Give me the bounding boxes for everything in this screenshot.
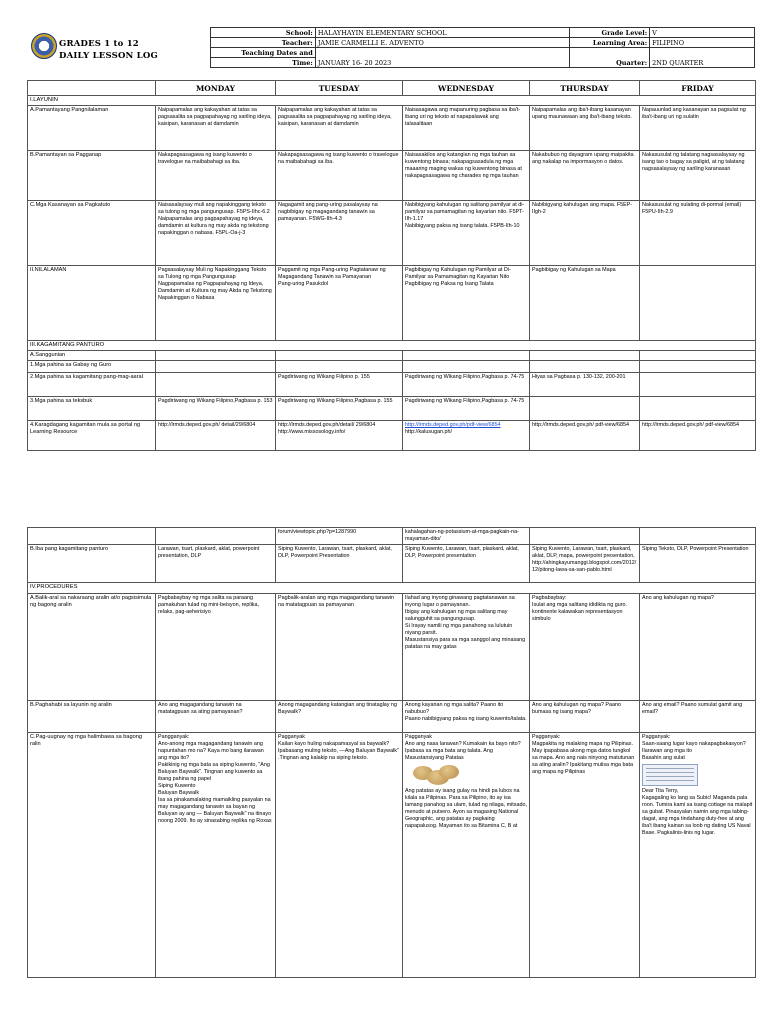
cell-text: Naisasagawa ang mapanuring pagbasa sa iba't-ibang uri ng teksto at napapalawak ang talasalitaan xyxy=(405,107,521,127)
cell-text: Dear Tita Terry, xyxy=(642,788,679,794)
cell-text: Larawan, tsart, plaskard, aklat, powerpoint presentation, DLP xyxy=(158,546,260,559)
cell-text: Ano ang magagandang tanawin na matatagpuan sa ating pamayanan? xyxy=(158,702,243,715)
lesson-log-table-page2 xyxy=(27,527,756,978)
table-cell-thursday xyxy=(530,201,640,266)
table-cell-tuesday xyxy=(276,733,403,978)
section-row xyxy=(28,96,756,106)
table-cell-tuesday xyxy=(276,201,403,266)
table-cell-friday xyxy=(640,421,756,451)
cell-text: Pagdiriwang ng Wikang Filipino,Pagbasa p. 74-75 xyxy=(405,374,525,380)
day-header-monday: MONDAY xyxy=(156,81,276,96)
table-cell-friday xyxy=(640,701,756,733)
cell-text: Pakikinig ng mga bata sa siping kuwento, "Ang Baluyan Baywalk". Tingnan ang kuwento sa ibang pahina ng papel xyxy=(158,762,270,782)
table-cell-friday xyxy=(640,106,756,151)
cell-text: Nakapagsasagawa ng isang kuwento o travelogue na maibabahagi sa iba. xyxy=(158,152,252,165)
table-cell-wednesday xyxy=(403,361,530,373)
cell-text: Nakabubuo ng dayagram upang maipakita ang nakalap na impormasyon o datos. xyxy=(532,152,634,165)
table-cell-wednesday xyxy=(403,106,530,151)
table-cell-thursday xyxy=(530,701,640,733)
learning-area-label: Learning Area: xyxy=(570,38,650,48)
cell-text: Naipapamalas ang pagpapahayag ng ideya, damdamin at kultura ng may akda ng tekstong napakinggan o nabasa. F5PL-Oa-j-3 xyxy=(158,216,269,236)
row-label: 2.Mga pahina sa kagamitang pang-mag-aaral xyxy=(28,373,156,397)
table-cell-tuesday xyxy=(276,361,403,373)
table-cell-thursday xyxy=(530,397,640,421)
learning-area-value: FILIPINO xyxy=(650,38,755,48)
cell-text: Naisasakilos ang katangian ng mga tauhan sa kuwentong binasa; nakapagsasadula ng mga maaaring maging wakas ng kuwentong binasa at nakapagsasagawa ng charades ng mga tauhan xyxy=(405,152,522,179)
table-cell-friday xyxy=(640,397,756,421)
table-cell-monday xyxy=(156,594,276,701)
table-cell-friday xyxy=(640,361,756,373)
table-cell-friday xyxy=(640,266,756,341)
table-cell-tuesday xyxy=(276,528,403,545)
resource-link[interactable]: http://www.missosology.info/ xyxy=(278,429,346,435)
table-row xyxy=(28,201,756,266)
table-cell-monday xyxy=(156,106,276,151)
table-cell-thursday xyxy=(530,151,640,201)
cell-text: Siping Kuwento, Larawan, tsart, plaskard, aklat, DLP, Powerpoint presentation xyxy=(405,546,519,559)
table-cell-monday xyxy=(156,151,276,201)
row-label: A.Pamantayang Pangnilalaman xyxy=(28,106,156,151)
info-table xyxy=(210,27,755,68)
grade-value: V xyxy=(650,28,755,38)
logo-subtitle: DAILY LESSON LOG xyxy=(59,51,158,61)
cell-text: Pagbibigay ng Paksa ng Isang Talata xyxy=(405,281,494,287)
row-label: C.Mga Kasanayan sa Pagkatuto xyxy=(28,201,156,266)
table-cell-wednesday xyxy=(403,421,530,451)
cell-text: Pagganyak xyxy=(278,734,305,740)
school-value: HALAYHAYIN ELEMENTARY SCHOOL xyxy=(315,28,569,38)
cell-text: Pangganyak: xyxy=(158,734,190,740)
table-row xyxy=(28,266,756,341)
section-heading: IV.PROCEDURES xyxy=(28,583,756,594)
cell-text: Nakapagsasagawa ng isang kuwento o travelogue na maibabahagi sa iba. xyxy=(278,152,399,165)
cell-text: Pagbibigay ng Kahulugan ng Pamilyar at Di-Pamilyar sa Pamamagitan ng Kayarian Nito xyxy=(405,267,511,280)
table-cell-tuesday xyxy=(276,351,403,361)
day-header-friday: FRIDAY xyxy=(640,81,756,96)
table-cell-thursday xyxy=(530,373,640,397)
cell-text: Isa sa pinakamalaking mamaikling pasyalan na may magagandang tanawin sa bayan ng Baluyan ay ang — Baluyan Baywalk" na itinayo noong 2009. Ito ay sinasabing replika ng Roxas xyxy=(158,797,272,824)
table-cell-wednesday xyxy=(403,733,530,978)
table-cell-monday xyxy=(156,266,276,341)
table-cell-monday xyxy=(156,545,276,583)
table-cell-friday xyxy=(640,528,756,545)
cell-text: Nakasusulat ng talatang nagsasalaysay ng isang tao o bagay sa paligid, at ng talatang nagsasalaysay ng sariling karanasan xyxy=(642,152,745,172)
table-row xyxy=(28,594,756,701)
row-label: A.Balik-aral sa nakaraang aralin at/o pagsisimula ng bagong aralin xyxy=(28,594,156,701)
table-cell-tuesday xyxy=(276,106,403,151)
cell-text: Nagagamit ang pang-uring pasalaysay na nagbibigay ng magagandang tanawin sa pamayanan. F5WG-IIh-4.3 xyxy=(278,202,378,222)
cell-text: Kailan kayo huling nakapamasyal sa baywalk? xyxy=(278,741,390,747)
email-line xyxy=(646,776,694,777)
resource-link[interactable]: http://lrmds.deped.gov.ph/pdf-view/6854 xyxy=(405,422,501,428)
header xyxy=(27,27,755,78)
quarter-label: Quarter: xyxy=(570,48,650,68)
table-cell-friday xyxy=(640,201,756,266)
potato-image xyxy=(413,764,461,786)
cell-text: Pagganyak: xyxy=(642,734,671,740)
table-cell-thursday xyxy=(530,361,640,373)
table-row xyxy=(28,373,756,397)
cell-text: Nabibigyang kahulugan ang mapa. F5EP-IIgh-2 xyxy=(532,202,633,215)
cell-text: Pagdiriwang ng Wikang Filipino,Pagbasa p. 153 xyxy=(158,398,273,404)
resource-link[interactable]: http://lrmds.deped.gov.ph/ detail/29/6804 xyxy=(158,422,256,428)
row-label: C.Pag-uugnay ng mga halimbawa sa bagong ralin xyxy=(28,733,156,978)
cell-text: Pagsasalaysay Muli ng Napakinggang Teksto sa Tulong ng mga Pangungusap xyxy=(158,267,267,280)
table-row xyxy=(28,421,756,451)
cell-text: Pang-uring Pasukdol xyxy=(278,281,329,287)
table-cell-tuesday xyxy=(276,594,403,701)
cell-text: Pagdiriwang ng Wikang Filipino p. 155 xyxy=(278,374,370,380)
cell-text: Ang patatas ay isang gulay na hindi pa lubos na kilala sa Pilipinas. Para sa Pilipino, ito ay isa lamang panahog sa ulam, tulad ng nilaga, mitsado, menudo at putsero. Ayon sa magasing National Geographic, ang patatas ay pagkaing napapalusog. Mayaman ito sa Bitamina C, B at xyxy=(405,788,527,829)
section-row xyxy=(28,341,756,351)
table-cell-friday xyxy=(640,545,756,583)
cell-text: Magpakita ng malaking mapa ng Pilipinas. May ipapabasa akong mga datos tungkol sa mapa. Ano ang nais ninyong matutunan sa ating aralin? Ipakitang mulisa mga bata ang mapa ng Pilipinas xyxy=(532,741,635,775)
resource-link[interactable]: http://lrmds.deped.gov.ph/ pdf-view/6854 xyxy=(532,422,629,428)
cell-text: Masustansiya para sa mga sanggol ang minasang patatas na may gatas xyxy=(405,637,526,650)
potato-shape xyxy=(439,765,459,779)
cell-text: Kagagaling ko lang sa Subic! Maganda pala roon. Tumira kami sa isang cottage na malapit sa gubat. Pinasyalan namin ang mga tabing-dagat, ang mga tindahang duty-free at ang iba't ibang kainan sa loob ng dating US Naval Base. Pagkalinis-linis ng lugar. xyxy=(642,795,753,836)
row-label xyxy=(28,528,156,545)
table-row xyxy=(28,397,756,421)
deped-seal-icon xyxy=(31,33,57,59)
table-cell-tuesday xyxy=(276,266,403,341)
cell-text: Ano ang kahulugan ng mapa? xyxy=(642,595,714,601)
section-row xyxy=(28,583,756,594)
cell-text: Siping Kuwento xyxy=(158,783,196,789)
cell-text: Ano ang email? Paano sumulat gamit ang email? xyxy=(642,702,743,715)
cell-text: Si Irayay namili ng mga panahong sa lulutuin niyang parsit. xyxy=(405,623,513,636)
row-label: 4.Karagdagang kagamitan mula sa portal ng Learning Resource xyxy=(28,421,156,451)
day-header-tuesday: TUESDAY xyxy=(276,81,403,96)
teacher-value: JAMIE CARMELLI E. ADVENTO xyxy=(315,38,569,48)
table-cell-thursday xyxy=(530,351,640,361)
cell-text: Paano nabibigyang paksa ng isang kuwento/talata. xyxy=(405,716,527,722)
logo-title: GRADES 1 to 12 xyxy=(59,39,139,49)
quarter-value: 2ND QUARTER xyxy=(650,48,755,68)
table-cell-friday xyxy=(640,733,756,978)
table-cell-thursday xyxy=(530,545,640,583)
resource-link[interactable]: http://lrmds.deped.gov.ph/detail/ 29/6804 xyxy=(278,422,376,428)
resource-link[interactable]: http://kalusugan.ph/ xyxy=(405,429,453,435)
email-line xyxy=(646,780,694,781)
table-cell-wednesday xyxy=(403,594,530,701)
day-header-wednesday: WEDNESDAY xyxy=(403,81,530,96)
grade-label: Grade Level: xyxy=(570,28,650,38)
table-row xyxy=(28,733,756,978)
section-heading: I.LAYUNIN xyxy=(28,96,756,106)
page-one xyxy=(27,27,755,451)
cell-text: Pagbabaybay ng mga salita sa paraang pamakuhan tulad ng mini-beisyon, replika, relaks, pag-aeherisiyo xyxy=(158,595,259,615)
table-cell-tuesday xyxy=(276,151,403,201)
row-label: A.Sanggunian xyxy=(28,351,156,361)
day-header-thursday: THURSDAY xyxy=(530,81,640,96)
cell-text: Siping Kuwento, Larawan, tsart, plaskard, aklat, DLP, Powerpoint Presentation xyxy=(278,546,392,559)
email-line xyxy=(646,772,694,773)
cell-text: Anong magagandang katangian ang tinataglay ng Baywalk? xyxy=(278,702,397,715)
table-cell-monday xyxy=(156,201,276,266)
cell-text: forum/viewtopic.php?p=1287990 xyxy=(278,529,357,535)
corner-cell xyxy=(28,81,156,96)
table-cell-friday xyxy=(640,594,756,701)
table-row xyxy=(28,361,756,373)
email-screenshot-image xyxy=(642,764,698,786)
table-row xyxy=(28,701,756,733)
table-cell-thursday xyxy=(530,528,640,545)
table-cell-friday xyxy=(640,151,756,201)
table-cell-wednesday xyxy=(403,397,530,421)
cell-text: kontinente kalawakan representasyon simbulo xyxy=(532,609,623,622)
table-cell-tuesday xyxy=(276,397,403,421)
table-cell-monday xyxy=(156,421,276,451)
table-cell-wednesday xyxy=(403,351,530,361)
table-cell-monday xyxy=(156,528,276,545)
table-cell-monday xyxy=(156,701,276,733)
cell-text: Ibigay ang kahulugan ng mga salitang may salungguhit sa pangungusap. xyxy=(405,609,508,622)
table-cell-thursday xyxy=(530,106,640,151)
email-line xyxy=(646,768,694,769)
table-cell-tuesday xyxy=(276,421,403,451)
table-cell-wednesday xyxy=(403,201,530,266)
dates-label-line1: Teaching Dates and xyxy=(211,48,316,58)
cell-text: Pagbibigay ng Kahulugan sa Mapa xyxy=(532,267,616,273)
cell-text: Pagganyak: xyxy=(532,734,561,740)
cell-text: Naipapamalas ang kakayahan at tatas sa pagsasalita sa pagpapahayag ng sariling ideya, kaisipan, karanasan at damdamin xyxy=(278,107,392,127)
cell-text: Ano ang kahulugan ng mapa? Paano bumasa ng isang mapa? xyxy=(532,702,622,715)
table-row xyxy=(28,106,756,151)
table-cell-monday xyxy=(156,351,276,361)
table-cell-friday xyxy=(640,373,756,397)
cell-text: Ano ang nasa larawan? Kumakain ka bayo nito? xyxy=(405,741,521,747)
dates-value: JANUARY 16- 20 2023 xyxy=(315,48,569,68)
row-label: B.Pamantayan sa Pagganap xyxy=(28,151,156,201)
section-heading: III.KAGAMITANG PANTURO xyxy=(28,341,756,351)
resource-link[interactable]: http://lrmds.deped.gov.ph/ pdf-view/6854 xyxy=(642,422,739,428)
day-header-row xyxy=(28,81,756,96)
row-label: II.NILALAMAN xyxy=(28,266,156,341)
cell-text: Naisasalaysay muli ang napakinggang teksto sa tulong ng mga pangungusap. F5PS-IIhc-6.2 xyxy=(158,202,270,215)
table-cell-thursday xyxy=(530,266,640,341)
dates-label-line2: Time: xyxy=(211,58,316,68)
cell-text: Saan-saang lugar kayo nakapagbakasyon? Ilarawan ang mga ito xyxy=(642,741,746,754)
table-cell-wednesday xyxy=(403,266,530,341)
table-cell-tuesday xyxy=(276,373,403,397)
table-cell-wednesday xyxy=(403,151,530,201)
table-row xyxy=(28,528,756,545)
school-label: School: xyxy=(211,28,316,38)
table-row xyxy=(28,351,756,361)
teacher-label: Teacher: xyxy=(211,38,316,48)
cell-text: Ipabasa sa mga bata ang talata. Ang Masustansiyang Patatas xyxy=(405,748,493,761)
row-label: B.Iba pang kagamitang panturo xyxy=(28,545,156,583)
cell-text: kahalagahan-ng-potassium-at-mga-pagkain-na-mayaman-dito/ xyxy=(405,529,519,542)
cell-text: Siping Teksto, DLP, Powerpoint Presentation xyxy=(642,546,749,552)
table-cell-tuesday xyxy=(276,701,403,733)
cell-text: Siping Kuwento, Larawan, tsart, plaskard, aklat, DLP, mapa, powerpoint presentation, http://ahingkayumanggi.blogspot.com/2012/12/pitong-lawa-sa-san-pablo.html xyxy=(532,546,637,573)
page-two xyxy=(27,527,755,978)
row-label: 1.Mga pahina sa Gabay ng Guro xyxy=(28,361,156,373)
cell-text: Ilahad ang inyong ginawang pagtatanawan sa inyong lugar o pamayanan. xyxy=(405,595,515,608)
logo-area xyxy=(27,27,210,78)
table-cell-tuesday xyxy=(276,545,403,583)
cell-text: Baluyan Baywalk xyxy=(158,790,200,796)
table-cell-thursday xyxy=(530,594,640,701)
table-cell-monday xyxy=(156,397,276,421)
table-cell-thursday xyxy=(530,733,640,978)
cell-text: Naipapamalas ang iba't-ibang kasanayan upang maunawaan ang iba't-ibang teksto. xyxy=(532,107,632,120)
table-cell-monday xyxy=(156,373,276,397)
cell-text: Nabibigyang paksa ng isang talata. F5PB-IIh-10 xyxy=(405,223,520,229)
table-row xyxy=(28,151,756,201)
cell-text: Paggamit ng mga Pang-uring Pagtatanaw ng Magagandang Tanawin sa Pamayanan xyxy=(278,267,386,280)
cell-text: Ipabasang muling teksto, —Ang Baluyan Baywalk" .Tingnan ang kalakip na siping teksto. xyxy=(278,748,399,761)
table-row xyxy=(28,545,756,583)
cell-text: Isulat ang mga salitang ididikta ng guro. xyxy=(532,602,627,608)
cell-text: Naipapamalas ang kakayahan at tatas sa pagsasalita sa pagpapahayag ng sariling ideya, kaisipan, karanasan at damdamin xyxy=(158,107,272,127)
table-cell-monday xyxy=(156,733,276,978)
cell-text: Pagganyak xyxy=(405,734,432,740)
cell-text: Napauunlad ang kasanayan sa pagsulat ng iba't-ibang uri ng sulatin xyxy=(642,107,746,120)
cell-text: Pagdiriwang ng Wikang Filipino,Pagbasa p. 155 xyxy=(278,398,393,404)
table-cell-wednesday xyxy=(403,545,530,583)
cell-text: Nabibigyang kahulugan ng salitang pamilyar at di-pamilyar sa pamamagitan ng kayarian nito. F5PT-IIh-1.17 xyxy=(405,202,525,222)
table-cell-wednesday xyxy=(403,701,530,733)
cell-text: Nakasusulat ng sulating di-pormal (email) F5PU-IIh-2.9 xyxy=(642,202,742,215)
cell-text: Hiyas sa Pagbasa p. 130-132, 200-201 xyxy=(532,374,626,380)
table-cell-thursday xyxy=(530,421,640,451)
cell-text: Ano-anong mga magagandang tanawin ang napuntahan mo na? Kaya mo bang ilarawan ang mga ito? xyxy=(158,741,264,761)
row-label: B.Paghahabi sa layunin ng aralin xyxy=(28,701,156,733)
table-cell-monday xyxy=(156,361,276,373)
table-cell-wednesday xyxy=(403,528,530,545)
lesson-log-table-page1 xyxy=(27,80,756,451)
table-cell-wednesday xyxy=(403,373,530,397)
row-label: 3.Mga pahina sa teksbuk xyxy=(28,397,156,421)
cell-text: Pagbabaybay: xyxy=(532,595,567,601)
cell-text: Nagpapamalas ng Pagpapahayag ng Ideya, Damdamin at Kultura ng may Akda ng Tekstong Napakinggan o Nabasa xyxy=(158,281,272,301)
cell-text: Pagbalik-aralan ang mga magagandang tanawin na matatagpuan sa pamayanan xyxy=(278,595,394,608)
cell-text: Pagdiriwang ng Wikang Filipino,Pagbasa p. 74-75 xyxy=(405,398,525,404)
table-cell-friday xyxy=(640,351,756,361)
cell-text: Anong kayarian ng mga salita? Paano ito nabubuo? xyxy=(405,702,504,715)
cell-text: Basahin ang sulat xyxy=(642,755,685,761)
